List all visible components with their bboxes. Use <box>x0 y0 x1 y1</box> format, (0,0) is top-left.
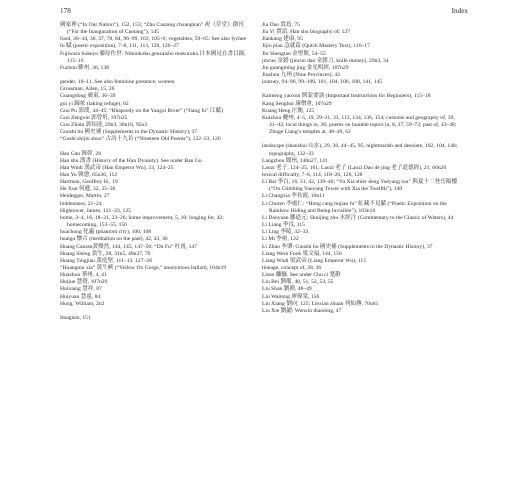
index-entry: lineage, concept of, 28, 36 <box>262 265 322 271</box>
page-header <box>60 7 468 16</box>
letter-group-gap <box>60 144 250 151</box>
index-entry: home, 3–4, 16, 18–21, 23–26; home improvement, 5, 10; longing for, 42; homecoming, 153–55, 156 <box>60 214 224 229</box>
page-number: 178 <box>60 7 71 15</box>
index-entry: Lisao 離騷. See under Chu ci 楚辭 <box>262 272 341 279</box>
index-entry: Jin guangming jing 金光明經, 107n29 <box>262 64 349 71</box>
index-entry: Imagism, 151 <box>60 314 91 321</box>
index-entry: Guo Zengxin 郭曾炘, 107n25 <box>60 114 128 121</box>
index-entry: Huiyuan 慧遠, 84 <box>60 293 101 300</box>
index-entry: Li Mi 李密, 122 <box>262 236 299 243</box>
index-entry: lexical difficulty, 7–8, 114, 118–20, 126, 128 <box>262 171 363 178</box>
index-entry: Liang Wudi 梁武帝 (Liang Emperor Wu), 115 <box>262 257 366 264</box>
index-entry: Li Zhao 李肇: Guoshi bu 國史補 (Supplements to the Dynastic History), 37 <box>262 243 433 250</box>
index-entry: Huixiang 慧祥, 87 <box>60 286 102 293</box>
index-entry: jincuo 金錯 (jincuo dao 金錯刀, knife money), 29n3, 34 <box>262 57 389 64</box>
index-entry: Li Bai 李白, 16, 31, 42, 139–40; “Yu Xia shier deng Yueyang lou” 與夏十二登岳陽樓 (“On Climbing Yueyang Tower with Xia the Twelfth”), 140 <box>262 179 458 193</box>
index-entry: Kang Senghui 康僧會, 107n29 <box>262 100 332 107</box>
index-entry: Liu Shan 劉禪, 48–49 <box>262 286 312 293</box>
index-entry: Han Gan 韓幹, 28 <box>60 150 102 157</box>
running-head: Index <box>451 7 468 15</box>
index-entry: food, 30–34, 36, 37, 78, 84, 96–99, 103, 105–6; vegetables, 59–65. See also lychee <box>60 36 246 43</box>
index-entry: Li Churen 李處仁: “Hong cang bujian fu” 虹藏不見賦 (“Poetic Exposition on the Rainbow Hiding and Being Invisible”), 103n16 <box>262 200 447 214</box>
index-entry: huaigu 懷古 (meditation on the past), 42, 43, 46 <box>60 236 168 243</box>
index-entry: Heidegger, Martin, 27 <box>60 193 110 200</box>
index-entry: gui yi 歸依 (taking refuge), 82 <box>60 100 129 107</box>
index-entry: Jin Shengtan 金聖歎, 54–55 <box>262 50 326 57</box>
index-column-left <box>60 22 250 322</box>
index-entry: Li Liang 李良, 115 <box>262 222 305 229</box>
index-entry: Li Daoyuan 酈道元: Shuijing zhu 水經注 (Commentary to the Classic of Waters), 44 <box>262 214 454 221</box>
index-entry: Hightower, James, 121–23, 125 <box>60 207 131 214</box>
index-entry: Han Yu 韓愈, 65n36, 112 <box>60 171 118 178</box>
index-entry: Huang Tingjian 黃庭堅, 111–13, 127–28 <box>60 257 152 264</box>
index-entry: Jiuzhou 九州 (Nine Provinces), 43 <box>262 72 340 79</box>
letter-group-gap <box>60 308 250 315</box>
index-entry: He Xun 何遜, 32, 35–36 <box>60 186 116 193</box>
index-entry: Liu Waitong 廖偉棠, 156 <box>262 293 320 300</box>
index-entry: Huang Sheng 黃生, 28, 31n5, 48n27, 70 <box>60 250 151 257</box>
index-entry: Jiankang 建康, 95 <box>262 36 303 43</box>
index-entry: Han shu 漢書 (History of the Han Dynasty). See under Ban Gu <box>60 157 202 164</box>
index-entry: Han Wudi 漢武帝 (Han Emperor Wu), 33, 124–25 <box>60 164 174 171</box>
index-entry: Guoshi bu 國史補 (Supplements to the Dynastic History), 37 <box>60 129 198 136</box>
index-entry: Guo Pu 郭璞, 44–45; “Rhapsody on the Yangzi River” (“Jiang fu” 江賦) <box>60 107 223 114</box>
index-entry: Guangdong 廣東, 36–39 <box>60 93 116 100</box>
index-entry: Kuizhou 夔州, 4–5, 19, 29–31, 33, 113, 134, 136, 154; customs and geography of, 39, 41–42; local things in, 36; poems on humble topics in, 8, 37, 59–72; past of, 43–48; Zhuge Liang’s temples at, 48–49, 62 <box>262 114 457 136</box>
index-entry: journey, 94–96, 99–100, 101, 104, 106, 108, 141, 145 <box>262 79 383 86</box>
index-entry: Laozi 老子, 124–25, 161; Laozi 老子 (Laozi Dao de jing 老子道德經), 21, 60n20 <box>262 164 447 171</box>
index-entry: “Gushi shijiu shou” 古詩十九首 (“Nineteen Old Poems”), 122–23, 126 <box>60 136 221 143</box>
index-entry: 國家裡 (“In Our Nation”), 152, 153; “Zhu Caotang chuangkan” 祝《草堂》創刊 (“For the Inauguration of Caotang”), 145 <box>60 22 244 36</box>
index-entry: Huijue 慧覺, 107n29 <box>60 279 108 286</box>
index-entry: Huazhou 華州, 4, 41 <box>60 272 107 279</box>
index-entry: Huang Canran黃燦然, 144, 145, 147–50; “Du Fu” 杜甫, 147 <box>60 243 198 250</box>
index-entry: Li Changxia 李長霞, 10n11 <box>262 193 325 200</box>
index-entry: Jia Dao 賈島, 75 <box>262 22 300 28</box>
index-entry: Hung, William, 2n2 <box>60 300 105 307</box>
index-entry: huachong 化蟲 (phantom city), 100, 108 <box>60 229 152 236</box>
index-column-right <box>262 22 462 315</box>
index-entry: Kuang Heng 匡衡, 125 <box>262 107 315 114</box>
index-entry: Jia Yi 賈誼, Han shu biography of: 127 <box>262 29 351 36</box>
index-entry: fu 賦 (poetic exposition), 7–8, 111, 113, 120, 126–27 <box>60 43 179 50</box>
index-entry: Li Ling 李陵, 32–33 <box>262 229 309 236</box>
index-entry: Langzhou 閬州, 140n27, 141 <box>262 157 328 164</box>
index-entry: Liu Bei 劉備, 48, 51, 52, 53, 55 <box>262 279 334 286</box>
index-entry: Liu Xiang 劉向, 125; Liexian zhuan 列仙傳, 70n61 <box>262 300 379 307</box>
index-entry: landscape (shanshui 山水), 29, 36, 44–45, 95; nightmarish and desolate, 102, 104, 148; topography, 132–33 <box>262 143 458 157</box>
index-entry: Liang Wern Fook 梁文福, 144, 156 <box>262 250 342 257</box>
index-entry: hiddenness, 21–24 <box>60 200 102 207</box>
index-entry: Grossman, Allen, 15, 26 <box>60 86 115 93</box>
index-entry: Liu Xie 劉勰: Wenxin diaolong, 47 <box>262 307 342 314</box>
index-entry: gender, 10–11. See also feminine presence; women <box>60 79 175 86</box>
index-entry: Jijiu pian 急就篇 (Quick Mastery Text), 116–17 <box>262 43 370 50</box>
index-entry: “Huangniu xia” 黃牛峽 (“Yellow Ox Gorge,” anonymous ballad), 104n19 <box>60 265 227 271</box>
index-entry: Fujiwara Sukeyo 藤原佐世: Nihonkoku genzaisho mokuroku 日本國見在書目錄, 115–16 <box>60 50 246 64</box>
index-entry: Fuzhou 鄜州, 36, 138 <box>60 64 109 71</box>
index-entry: Kaimeng yaoxun 開蒙要訓 (Important Instructions for Beginners), 115–18 <box>262 93 431 100</box>
index-entry: Guo Zhida 郭知達, 29n3, 38n16, 95n3 <box>60 122 148 129</box>
index-entry: Hartman, Geoffrey H., 19 <box>60 179 118 186</box>
